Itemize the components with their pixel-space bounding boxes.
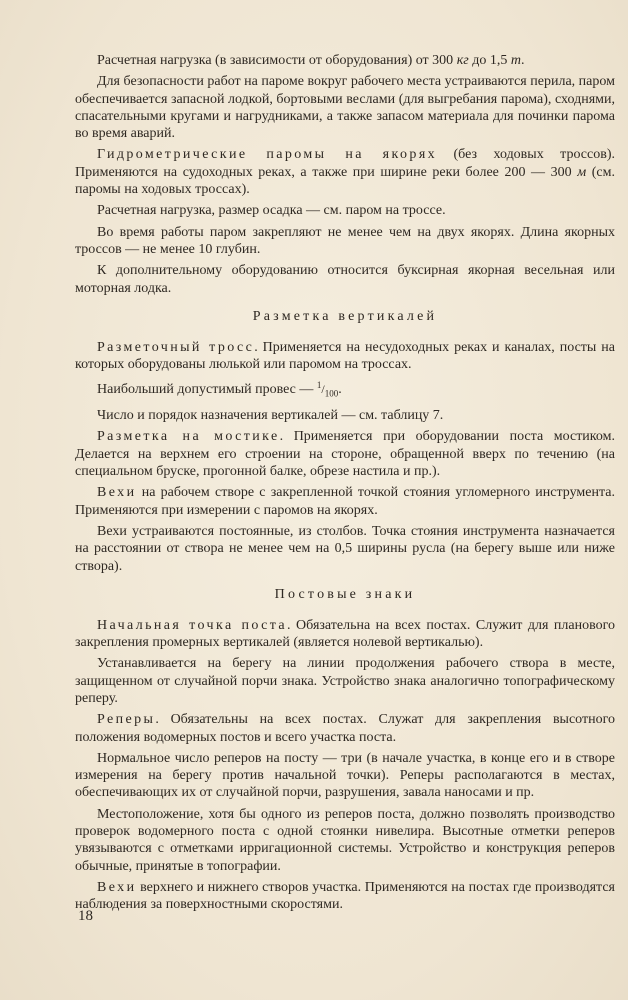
paragraph-benchmarks-count: Нормальное число реперов на посту — три (в начале участка, в конце его и в створе измерения на берегу против начальной точки). Реперы располагаются в местах, обеспечивающих их от случайной порчи, разрушения, завала наносами и пр. — [75, 750, 615, 801]
paragraph-design-load: Расчетная нагрузка (в зависимости от оборудования) от 300 кг до 1,5 т. — [97, 53, 525, 68]
paragraph-benchmarks-location: Местоположение, хотя бы одного из реперов поста, должно позволять производство проверок водомерного поста с одной стоянки нивелира. Высотные отметки реперов увязываются с отметками ирригационной системы. Устройство и конструкция реперов обычные, принятые в топографии. — [75, 806, 615, 874]
paragraph-poles-construction: Вехи устраиваются постоянные, из столбов. Точка стояния инструмента назначается на расстоянии от створа не менее чем на 0,5 ширины русла (на берегу выше или ниже створа). — [75, 523, 615, 574]
paragraph-max-sag: Наибольший допустимый провес — $^1/_{100}$. — [97, 380, 342, 399]
paragraph-anchoring: Во время работы паром закрепляют не менее чем на двух якорях. Длина якорных троссов — не менее 10 глубин. — [75, 224, 615, 257]
page-body — [75, 52, 615, 914]
paragraph-safety: Для безопасности работ на пароме вокруг рабочего места устраиваются перила, паром обеспечивается запасной лодкой, бортовыми веслами (для выгребания парома), сходнями, спасательными кругами и нагрудниками, а также запасом материала для починки парома во время аварий. — [75, 74, 615, 142]
paragraph-load-draft: Расчетная нагрузка, размер осадка — см. паром на троссе. — [97, 203, 446, 219]
paragraph-section-poles: Вехи верхнего и нижнего створов участка. Применяются на постах где производятся наблюдения за поверхностными скоростями. — [75, 879, 615, 913]
paragraph-anchored-ferries: Гидрометрические паромы на якорях (без ходовых троссов). Применяются на судоходных реках, а также при ширине реки более 200 — 300 м (см. паромы на ходовых троссах). — [75, 147, 616, 198]
paragraph-marking-cable: Разметочный тросс. Применяется на несудоходных реках и каналах, посты на которых оборудованы люлькой или паромом на троссах. — [75, 339, 615, 373]
paragraph-extra-equipment: К дополнительному оборудованию относится буксирная якорная весельная или моторная лодка. — [75, 263, 615, 296]
page-number: 18 — [78, 908, 93, 924]
section-heading-post-marks: Постовые знаки — [274, 586, 416, 602]
paragraph-initial-point: Начальная точка поста. Обязательна на всех постах. Служит для планового закрепления промерных вертикалей (является нолевой вертикалью). — [75, 617, 615, 651]
paragraph-verticals-count: Число и порядок назначения вертикалей — см. таблицу 7. — [97, 408, 444, 424]
paragraph-initial-point-install: Устанавливается на берегу на линии продолжения рабочего створа в месте, защищенном от случайной порчи знака. Устройство знака аналогично топографическому реперу. — [75, 656, 615, 706]
paragraph-range-poles: Вехи на рабочем створе с закрепленной точкой стояния угломерного инструмента. Применяются при измерении с паромов на якорях. — [75, 485, 615, 518]
fraction: $^1/_{100}$ — [316, 380, 339, 399]
paragraph-benchmarks: Реперы. Обязательны на всех постах. Служат для закрепления высотного положения водомерных постов и всего участка поста. — [75, 712, 615, 745]
paragraph-bridge-marking: Разметка на мостике. Применяется при оборудовании поста мостиком. Делается на верхнем его строении на стороне, обращенной вверх по течению (на специальном бруске, прогонной балке, обрезе настила и пр.). — [75, 429, 615, 480]
section-heading-verticals: Разметка вертикалей — [252, 308, 438, 324]
